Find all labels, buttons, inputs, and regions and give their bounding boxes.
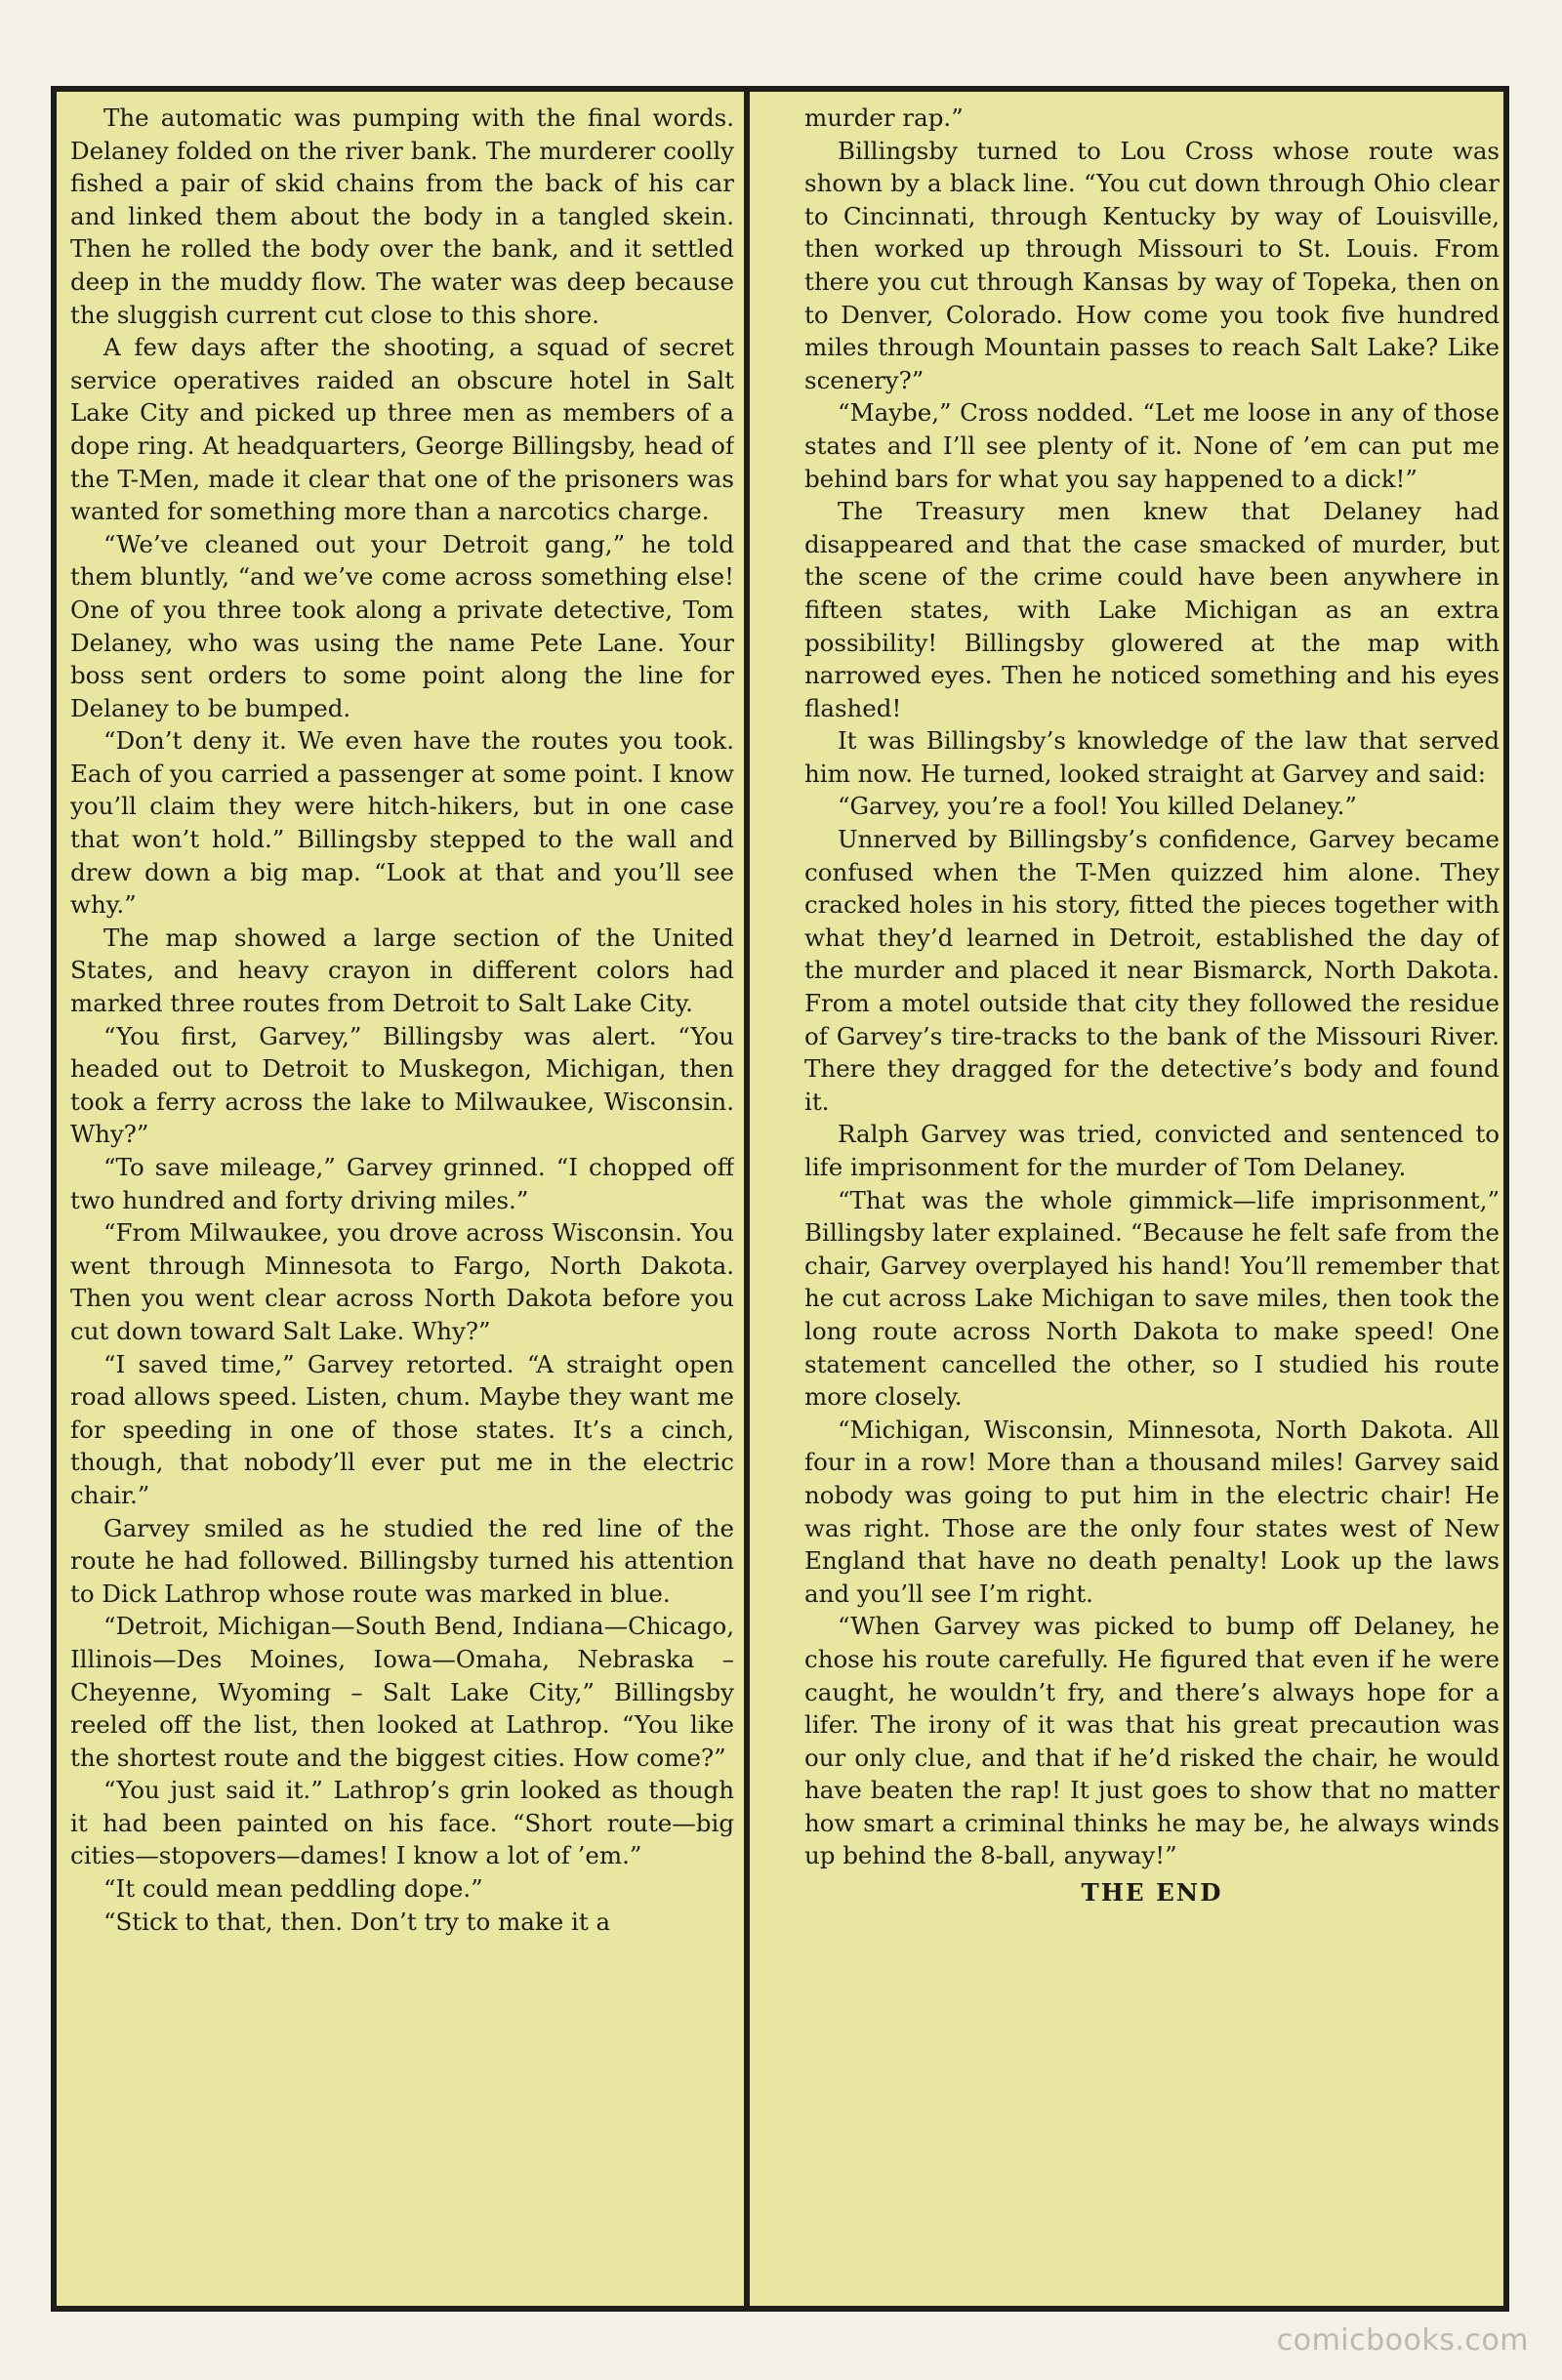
paragraph: “Garvey, you’re a fool! You killed Delaney.” — [838, 792, 1357, 821]
watermark: comicbooks.com — [1276, 2323, 1529, 2358]
paragraph: “Stick to that, then. Don’t try to make it a — [103, 1907, 611, 1936]
paragraph: “It could mean peddling dope.” — [103, 1874, 483, 1904]
paragraph: “When Garvey was picked to bump off Delaney, he chose his route carefully. He figured that even if he were caught, he wouldn’t fry, and there’s always hope for a lifer. The irony of it was that his great precaution was our only clue, and that if he’d risked the chair, he would have beaten the rap! It just goes to show that no matter how smart a criminal thinks he may be, he always winds up behind the 8-ball, anyway!” — [804, 1612, 1500, 1870]
the-end-label: THE END — [1081, 1878, 1223, 1908]
column-divider — [744, 86, 750, 2312]
paragraph: “That was the whole gimmick—life imprisonment,” Billingsby later explained. “Because he felt safe from the chair, Garvey overplayed his hand! You’ll remember that he cut across Lake Michigan to save miles, then took the long route across North Dakota to make speed! One statement cancelled the other, so I studied his route more closely. — [804, 1185, 1500, 1412]
paragraph: The Treasury men knew that Delaney had disappeared and that the case smacked of murder, but the scene of the crime could have been anywhere in fifteen states, with Lake Michigan as an extra possibility! Billingsby glowered at the map with narrowed eyes. Then he noticed something and his eyes flashed! — [804, 497, 1500, 722]
paragraph-continuation: murder rap.” — [804, 103, 964, 132]
paragraph: “Detroit, Michigan—South Bend, Indiana—Chicago, Illinois—Des Moines, Iowa—Omaha, Nebraska – Cheyenne, Wyoming – Salt Lake City,” Billingsby reeled off the list, then looked at Lathrop. “You like the shortest route and the biggest cities. How come?” — [70, 1612, 734, 1772]
paragraph: Garvey smiled as he studied the red line of the route he had followed. Billingsby turned his attention to Dick Lathrop whose route was marked in blue. — [70, 1513, 734, 1608]
paragraph: A few days after the shooting, a squad of secret service operatives raided an obscure hotel in Salt Lake City and picked up three men as members of a dope ring. At headquarters, George Billingsby, head of the T-Men, made it clear that one of the prisoners was wanted for something more than a narcotics charge. — [70, 333, 734, 526]
right-column — [804, 102, 1500, 2304]
paragraph: Unnerved by Billingsby’s confidence, Garvey became confused when the T-Men quizzed him alone. They cracked holes in his story, fitted the pieces together with what they’d learned in Detroit, established the day of the murder and placed it near Bismarck, North Dakota. From a motel outside that city they followed the residue of Garvey’s tire-tracks to the bank of the Missouri River. There they dragged for the detective’s body and found it. — [804, 825, 1500, 1116]
paragraph: It was Billingsby’s knowledge of the law that served him now. He turned, looked straight at Garvey and said: — [804, 726, 1500, 788]
paragraph: “Don’t deny it. We even have the routes you took. Each of you carried a passenger at some point. I know you’ll claim they were hitch-hikers, but in one case that won’t hold.” Billingsby stepped to the wall and drew down a big map. “Look at that and you’ll see why.” — [70, 726, 734, 920]
paragraph: The map showed a large section of the United States, and heavy crayon in different colors had marked three routes from Detroit to Salt Lake City. — [70, 923, 734, 1018]
paragraph: “To save mileage,” Garvey grinned. “I chopped off two hundred and forty driving miles.” — [70, 1153, 734, 1214]
paragraph: The automatic was pumping with the final words. Delaney folded on the river bank. The murderer coolly fished a pair of skid chains from the back of his car and linked them about the body in a tangled skein. Then he rolled the body over the bank, and it settled deep in the muddy flow. The water was deep because the sluggish current cut close to this shore. — [70, 103, 734, 329]
paragraph: “I saved time,” Garvey retorted. “A straight open road allows speed. Listen, chum. Maybe they want me for speeding in one of those states. It’s a cinch, though, that nobody’ll ever put me in the electric chair.” — [70, 1349, 734, 1509]
paragraph: Ralph Garvey was tried, convicted and sentenced to life imprisonment for the murder of Tom Delaney. — [804, 1120, 1500, 1181]
paragraph: “You first, Garvey,” Billingsby was alert. “You headed out to Detroit to Muskegon, Michigan, then took a ferry across the lake to Milwaukee, Wisconsin. Why?” — [70, 1021, 734, 1149]
paragraph: “From Milwaukee, you drove across Wisconsin. You went through Minnesota to Fargo, North Dakota. Then you went clear across North Dakota before you cut down toward Salt Lake. Why?” — [70, 1218, 734, 1345]
paragraph: “We’ve cleaned out your Detroit gang,” he told them bluntly, “and we’ve come across something else! One of you three took along a private detective, Tom Delaney, who was using the name Pete Lane. Your boss sent orders to some point along the line for Delaney to be bumped. — [70, 529, 734, 722]
paragraph: “Michigan, Wisconsin, Minnesota, North Dakota. All four in a row! More than a thousand miles! Garvey said nobody was going to put him in the electric chair! He was right. Those are the only four states west of New England that have no death penalty! Look up the laws and you’ll see I’m right. — [804, 1415, 1500, 1608]
paragraph: Billingsby turned to Lou Cross whose route was shown by a black line. “You cut down through Ohio clear to Cincinnati, through Kentucky by way of Louisville, then worked up through Missouri to St. Louis. From there you cut through Kansas by way of Topeka, then on to Denver, Colorado. How come you took five hundred miles through Mountain passes to reach Salt Lake? Like scenery?” — [804, 136, 1500, 394]
paragraph: “Maybe,” Cross nodded. “Let me loose in any of those states and I’ll see plenty of it. None of ’em can put me behind bars for what you say happened to a dick!” — [804, 398, 1500, 493]
left-column — [70, 102, 734, 2304]
paragraph: “You just said it.” Lathrop’s grin looked as though it had been painted on his face. “Short route—big cities—stopovers—dames! I know a lot of ’em.” — [70, 1776, 734, 1870]
